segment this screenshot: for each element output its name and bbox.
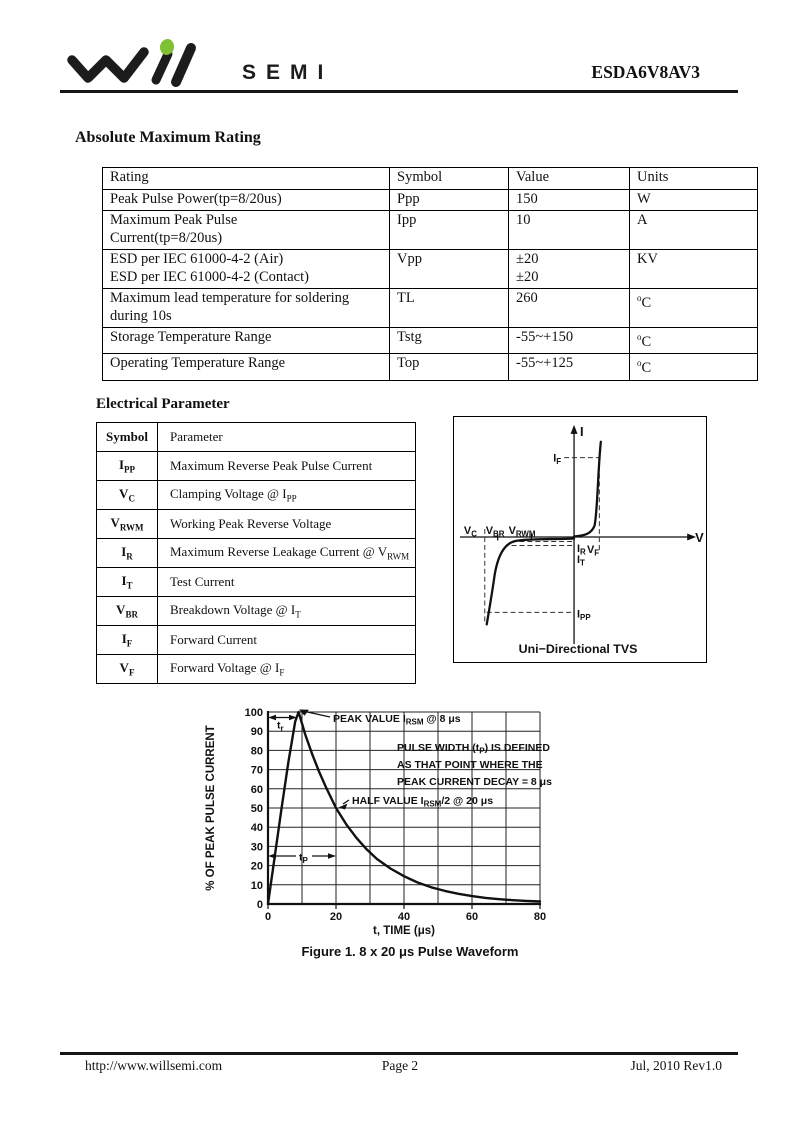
chart-ticks <box>245 707 546 923</box>
symbol-cell: Top <box>390 354 509 380</box>
vrwm-label: $V_{RWM}$ <box>508 525 536 539</box>
tvs-diagram-box <box>453 416 707 663</box>
amr-row <box>103 211 758 250</box>
svg-text:100: 100 <box>244 707 263 719</box>
tvs-caption: Uni−Directional TVS <box>518 642 638 657</box>
symbol-cell: $I_F$ <box>97 626 158 655</box>
it-label: $I_T$ <box>577 553 585 568</box>
svg-text:tr: $t_r$ <box>277 719 284 733</box>
units-cell: $^o$C <box>630 354 758 380</box>
brand-text: SEMI <box>242 61 334 84</box>
pulse-width-arrow-annotation <box>268 852 336 866</box>
if-label: $I_F$ <box>553 452 562 467</box>
ir-label: $I_R$ <box>577 542 586 557</box>
half-value-annotation <box>339 795 494 810</box>
i-axis-label: I <box>580 423 584 439</box>
svg-text:70: 70 <box>250 764 263 777</box>
symbol-cell: Ipp <box>390 211 509 250</box>
elec-table <box>96 422 416 684</box>
rating-cell: ESD per IEC 61000-4-2 (Air) ESD per IEC 61000-4-2 (Contact) <box>103 250 390 289</box>
tvs-forward-curve <box>574 442 601 537</box>
svg-text:AS THAT POINT WHERE THE: AS THAT POINT WHERE THE <box>397 759 543 771</box>
part-number: ESDA6V8AV3 <box>591 62 700 82</box>
amr-header-row <box>103 168 758 190</box>
parameter-cell: Clamping Voltage @ $I_{PP}$ <box>158 481 416 510</box>
svg-text:10: 10 <box>250 879 263 892</box>
footer-page-number: Page 2 <box>381 1058 419 1073</box>
value-cell: ±20 ±20 <box>509 250 630 289</box>
units-cell: KV <box>630 250 758 289</box>
amr-row <box>103 189 758 211</box>
svg-text:20: 20 <box>250 860 263 873</box>
elec-row <box>97 539 416 568</box>
amr-header-cell: Value <box>509 168 630 190</box>
symbol-cell: Vpp <box>390 250 509 289</box>
pulse-waveform-chart <box>200 694 580 946</box>
svg-text:0: 0 <box>256 899 263 911</box>
svg-text:30: 30 <box>250 841 263 854</box>
value-cell: -55~+125 <box>509 354 630 380</box>
arrow-to-half-icon <box>339 804 348 810</box>
elec-row <box>97 481 416 510</box>
parameter-cell: Working Peak Reverse Voltage <box>158 510 416 539</box>
arrow-right-icon <box>328 853 336 858</box>
value-cell: 260 <box>509 289 630 328</box>
elec-row <box>97 452 416 481</box>
amr-row <box>103 328 758 354</box>
svg-text:0: 0 <box>264 911 272 923</box>
parameter-cell: Maximum Reverse Peak Pulse Current <box>158 452 416 481</box>
vf-label: $V_F$ <box>586 543 600 558</box>
symbol-cell: TL <box>390 289 509 328</box>
vc-label: $V_C$ <box>463 525 477 539</box>
parameter-cell: Test Current <box>158 568 416 597</box>
amr-row <box>103 354 758 380</box>
svg-text:40: 40 <box>397 911 411 923</box>
svg-text:80: 80 <box>250 745 263 758</box>
parameter-cell: Maximum Reverse Leakage Current @ $V_{RWM}$ <box>158 539 416 568</box>
parameter-cell: Breakdown Voltage @ $I_T$ <box>158 597 416 626</box>
symbol-cell: $I_T$ <box>97 568 158 597</box>
rating-cell: Maximum lead temperature for soldering during 10s <box>103 289 390 328</box>
elec-row <box>97 510 416 539</box>
symbol-cell: $I_R$ <box>97 539 158 568</box>
symbol-cell: Tstg <box>390 328 509 354</box>
x-axis-title: t, TIME (μs) <box>373 925 435 937</box>
svg-text:90: 90 <box>250 726 263 739</box>
symbol-cell: $V_{BR}$ <box>97 597 158 626</box>
amr-header-cell: Rating <box>103 168 390 190</box>
units-cell: A <box>630 211 758 250</box>
rating-cell: Operating Temperature Range <box>103 354 390 380</box>
svg-text:60: 60 <box>465 911 479 923</box>
tvs-iv-curve-diagram <box>454 417 706 662</box>
svg-text:tP: $t_P$ <box>299 851 308 865</box>
y-axis-title: % OF PEAK PULSE CURRENT <box>205 725 217 891</box>
svg-text:PULSE WIDTH (tP) IS DEFINED: PULSE WIDTH $(t_P)$ IS DEFINED <box>397 742 550 756</box>
elec-header-cell: Parameter <box>158 423 416 452</box>
symbol-cell: $V_{RWM}$ <box>97 510 158 539</box>
parameter-cell: Forward Voltage @ $I_F$ <box>158 655 416 684</box>
figure-caption: Figure 1. 8 x 20 μs Pulse Waveform <box>301 944 519 959</box>
footer-url: http://www.willsemi.com <box>85 1058 223 1073</box>
svg-text:40: 40 <box>250 822 263 835</box>
symbol-cell: $V_F$ <box>97 655 158 684</box>
symbol-cell: Ppp <box>390 189 509 211</box>
elec-row <box>97 626 416 655</box>
v-axis-label: V <box>695 529 704 545</box>
tvs-reverse-curve <box>487 539 574 625</box>
willsemi-logo-icon <box>58 38 208 93</box>
units-cell: $^o$C <box>630 289 758 328</box>
units-cell: $^o$C <box>630 328 758 354</box>
footer-rule <box>60 1052 738 1055</box>
pulse-width-definition <box>397 742 552 788</box>
svg-text:HALF VALUE IRSM/2 @ 20 μs: HALF VALUE $I_{RSM}/2$ @ 20 μs <box>352 795 494 809</box>
value-cell: -55~+150 <box>509 328 630 354</box>
value-cell: 150 <box>509 189 630 211</box>
svg-text:PEAK CURRENT DECAY = 8 μs: PEAK CURRENT DECAY = 8 μs <box>397 776 552 788</box>
svg-text:50: 50 <box>250 803 263 815</box>
elec-title: Electrical Parameter <box>96 396 230 412</box>
elec-header-cell: Symbol <box>97 423 158 452</box>
symbol-cell: $I_{PP}$ <box>97 452 158 481</box>
svg-text:60: 60 <box>250 783 263 796</box>
amr-header-cell: Symbol <box>390 168 509 190</box>
amr-row <box>103 250 758 289</box>
elec-row <box>97 568 416 597</box>
elec-row <box>97 655 416 684</box>
rating-cell: Peak Pulse Power(tp=8/20us) <box>103 189 390 211</box>
symbol-cell: $V_C$ <box>97 481 158 510</box>
parameter-cell: Forward Current <box>158 626 416 655</box>
rating-cell: Maximum Peak Pulse Current(tp=8/20us) <box>103 211 390 250</box>
svg-text:20: 20 <box>329 911 343 923</box>
amr-header-cell: Units <box>630 168 758 190</box>
vbr-label: $V_{BR}$ <box>485 525 505 539</box>
header-rule <box>60 90 738 93</box>
svg-text:80: 80 <box>533 911 547 923</box>
amr-title: Absolute Maximum Rating <box>75 129 261 146</box>
elec-row <box>97 597 416 626</box>
footer-date-rev: Jul, 2010 Rev1.0 <box>630 1058 722 1073</box>
value-cell: 10 <box>509 211 630 250</box>
svg-text:PEAK VALUE IRSM @ 8 μs: PEAK VALUE $I_{RSM}$ @ 8 μs <box>333 713 461 727</box>
elec-header-row <box>97 423 416 452</box>
rating-cell: Storage Temperature Range <box>103 328 390 354</box>
ipp-label: $I_{PP}$ <box>577 608 591 622</box>
i-axis-arrow-icon <box>571 425 578 434</box>
units-cell: W <box>630 189 758 211</box>
amr-table <box>102 167 758 381</box>
amr-row <box>103 289 758 328</box>
